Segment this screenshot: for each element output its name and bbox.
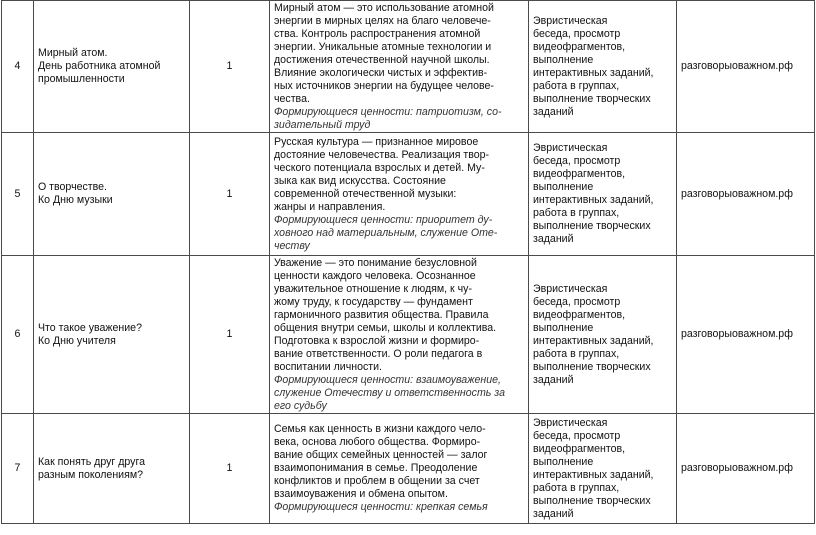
forms-line: беседа, просмотр [533, 295, 621, 308]
table-row [2, 414, 815, 524]
forms-line: беседа, просмотр [533, 27, 621, 40]
lesson-content [270, 133, 529, 256]
content-line: Семья как ценность в жизни каждого чело- [274, 423, 486, 435]
content-line: жанры и направления. [274, 200, 386, 213]
content-line: энергии в мирных целях на благо человече- [274, 14, 491, 27]
lesson-content [270, 256, 529, 414]
forms-line: выполнение [533, 181, 594, 193]
values-line: честву [274, 239, 310, 252]
activity-forms [529, 1, 677, 133]
lesson-number: 4 [2, 1, 34, 133]
values-line: Формирующиеся ценности: взаимоуважение, [274, 373, 501, 386]
content-line: ных источников энергии на будущее челове- [274, 79, 494, 92]
forms-line: видеофрагментов, [533, 168, 626, 180]
forms-line: беседа, просмотр [533, 155, 621, 167]
content-line: достояние человечества. Реализация твор- [274, 148, 490, 161]
topic-line: Как понять друг друга [38, 455, 146, 468]
content-line: чества. [274, 92, 310, 105]
values-line: служение Отечеству и ответственность за [274, 386, 505, 399]
topic-line: разным поколениям? [38, 468, 144, 481]
activity-forms [529, 133, 677, 256]
content-line: взаимоуважения и обмена опытом. [274, 488, 448, 500]
content-line: ческого потенциала взрослых и детей. Му- [274, 161, 485, 174]
topic-line: Ко Дню музыки [38, 194, 113, 206]
forms-line: видеофрагментов, [533, 442, 626, 455]
content-line: современной отечественной музыки: [274, 187, 457, 200]
content-line: Подготовка к взрослой жизни и формиро- [274, 334, 480, 347]
forms-line: заданий [533, 233, 574, 245]
forms-line: выполнение [533, 53, 594, 66]
values-line: Формирующиеся ценности: крепкая семья [274, 501, 488, 513]
forms-line: Эвристическая [533, 416, 608, 429]
values-line: ховного над материальным, служение Оте- [274, 226, 498, 239]
forms-line: заданий [533, 507, 574, 520]
lesson-content [270, 414, 529, 524]
forms-line: выполнение творческих [533, 360, 651, 373]
forms-line: видеофрагментов, [533, 40, 626, 53]
forms-line: Эвристическая [533, 14, 608, 27]
lesson-plan-table [1, 0, 815, 524]
lesson-topic [34, 133, 190, 256]
content-line: взаимопонимания в семье. Преодоление [274, 462, 478, 474]
forms-line: интерактивных заданий, [533, 468, 654, 481]
topic-line: Что такое уважение? [38, 321, 142, 334]
forms-line: беседа, просмотр [533, 429, 621, 442]
forms-line: выполнение творческих [533, 220, 651, 232]
content-line: уважительное отношение к людям, к чу- [274, 282, 472, 295]
topic-line: Мирный атом. [38, 47, 108, 59]
content-line: гармоничного развития общества. Правила [274, 308, 489, 321]
content-line: Русская культура — признанное мировое [274, 135, 479, 148]
lesson-hours: 1 [190, 1, 270, 133]
activity-forms [529, 256, 677, 414]
lesson-hours: 1 [190, 414, 270, 524]
forms-line: интерактивных заданий, [533, 194, 654, 206]
lesson-topic [34, 414, 190, 524]
forms-line: заданий [533, 105, 574, 118]
resource-link[interactable]: разговорыоважном.рф [677, 256, 815, 414]
content-line: Мирный атом — это использование атомной [274, 1, 494, 14]
content-line: Влияние экологически чистых и эффектив- [274, 66, 488, 79]
forms-line: работа в группах, [533, 481, 620, 494]
values-line: его судьбу [274, 399, 327, 412]
lesson-hours: 1 [190, 256, 270, 414]
forms-line: интерактивных заданий, [533, 66, 654, 79]
content-line: воспитании личности. [274, 360, 382, 373]
activity-forms [529, 414, 677, 524]
values-line: Формирующиеся ценности: патриотизм, со- [274, 105, 502, 118]
values-line: зидательный труд [274, 118, 371, 131]
lesson-number: 7 [2, 414, 34, 524]
forms-line: работа в группах, [533, 347, 620, 360]
forms-line: Эвристическая [533, 282, 608, 295]
lesson-hours: 1 [190, 133, 270, 256]
content-line: вание общих семейных ценностей — залог [274, 449, 488, 461]
resource-link[interactable]: разговорыоважном.рф [677, 414, 815, 524]
resource-link[interactable]: разговорыоважном.рф [677, 133, 815, 256]
forms-line: видеофрагментов, [533, 308, 626, 321]
lesson-plan-body [2, 1, 815, 524]
topic-line: Ко Дню учителя [38, 334, 116, 347]
forms-line: заданий [533, 373, 574, 386]
forms-line: Эвристическая [533, 142, 608, 154]
content-line: ценности каждого человека. Осознанное [274, 269, 476, 282]
content-line: энергии. Уникальные атомные технологии и [274, 40, 492, 53]
table-row [2, 133, 815, 256]
content-line: жому труду, к государству — фундамент [274, 295, 473, 308]
forms-line: интерактивных заданий, [533, 334, 654, 347]
forms-line: выполнение [533, 455, 594, 468]
forms-line: работа в группах, [533, 79, 620, 92]
values-line: Формирующиеся ценности: приоритет ду- [274, 213, 493, 226]
content-line: века, основа любого общества. Формиро- [274, 436, 481, 448]
table-row [2, 1, 815, 133]
forms-line: работа в группах, [533, 207, 620, 219]
lesson-topic [34, 1, 190, 133]
content-line: общения внутри семьи, школы и коллектива. [274, 321, 497, 334]
content-line: ства. Контроль распространения атомной [274, 27, 481, 40]
content-line: вание ответственности. О роли педагога в [274, 347, 483, 360]
content-line: зыка как вид искусства. Состояние [274, 174, 446, 187]
topic-line: промышленности [38, 73, 125, 85]
lesson-topic [34, 256, 190, 414]
lesson-number: 6 [2, 256, 34, 414]
forms-line: выполнение [533, 321, 594, 334]
lesson-number: 5 [2, 133, 34, 256]
table-row [2, 256, 815, 414]
forms-line: выполнение творческих [533, 494, 651, 507]
lesson-content [270, 1, 529, 133]
content-line: достижения отечественной научной школы. [274, 53, 490, 66]
resource-link[interactable]: разговорыоважном.рф [677, 1, 815, 133]
content-line: Уважение — это понимание безусловной [274, 256, 477, 269]
content-line: конфликтов и проблем в общении за счет [274, 475, 480, 487]
topic-line: День работника атомной [38, 60, 161, 72]
forms-line: выполнение творческих [533, 92, 651, 105]
topic-line: О творчестве. [38, 181, 107, 193]
